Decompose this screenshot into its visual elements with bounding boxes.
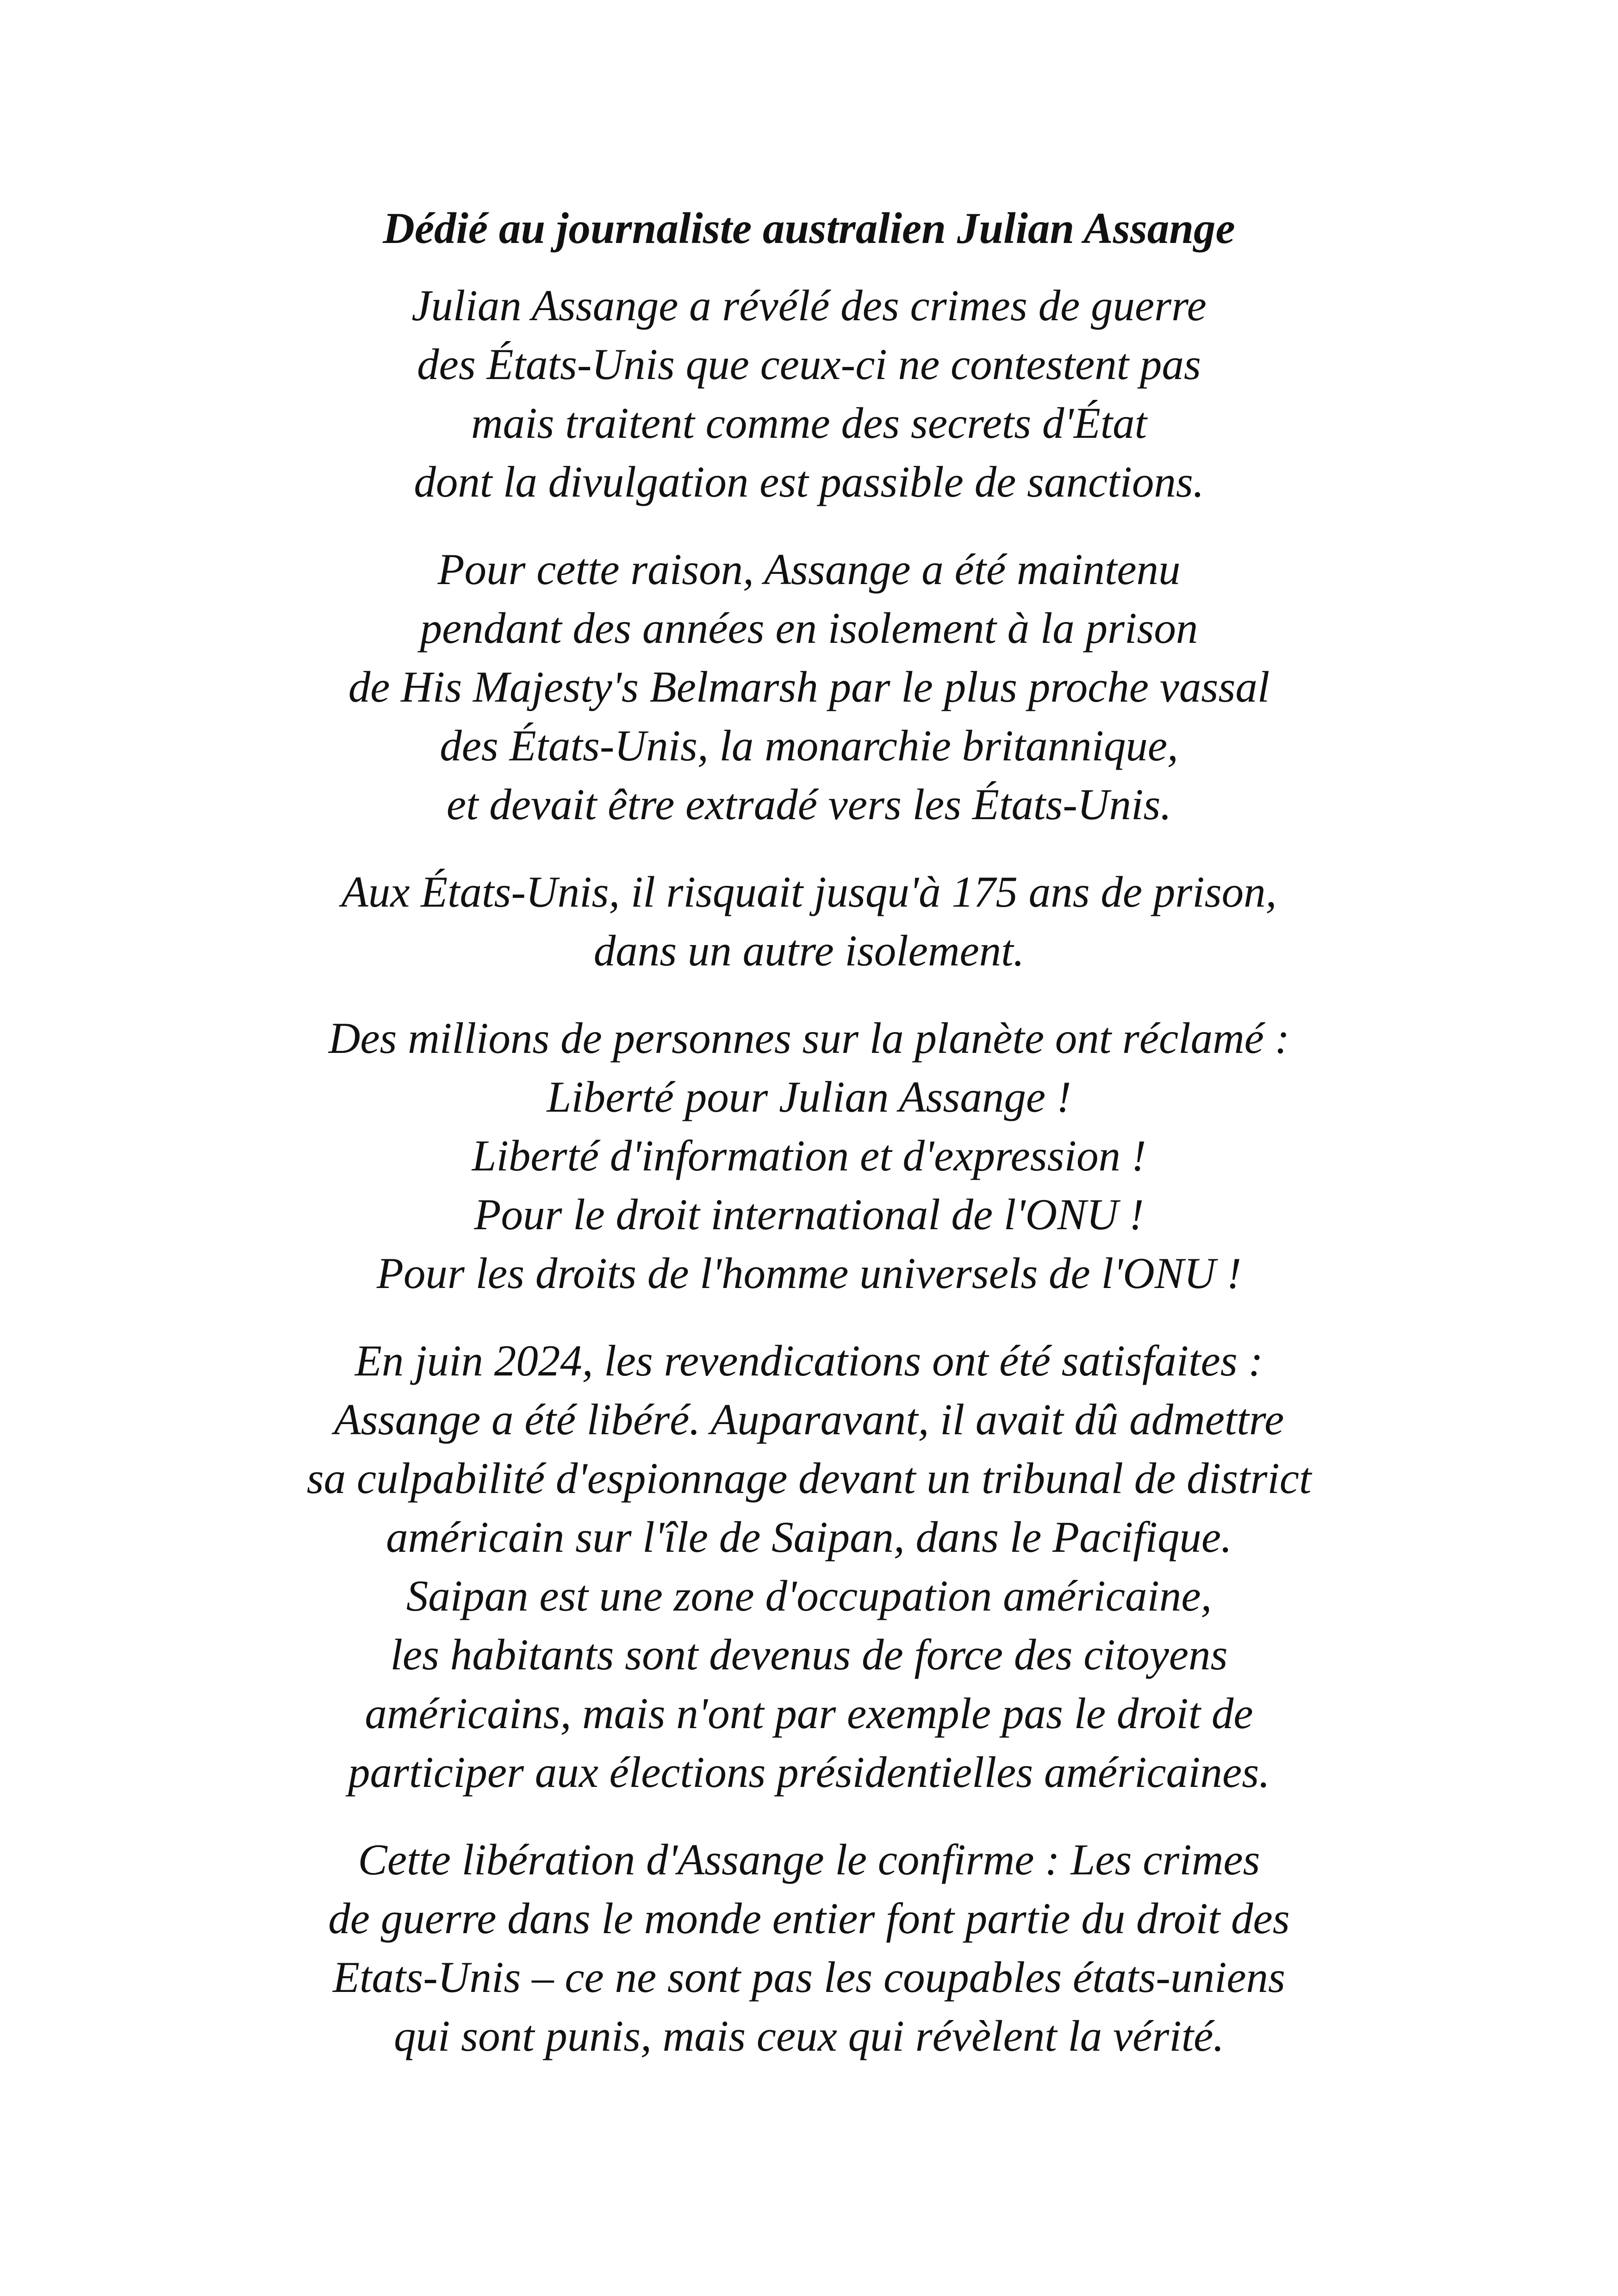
dedication-title: Dédié au journaliste australien Julian Assange [383, 204, 1235, 253]
stanza-line: Pour le droit international de l'ONU ! [474, 1190, 1144, 1239]
stanza-line: des États-Unis, la monarchie britannique, [440, 721, 1178, 770]
stanza [185, 1009, 1433, 1303]
stanza-line: Aux États-Unis, il risquait jusqu'à 175 ans de prison, [341, 867, 1277, 916]
stanza-line: dont la divulgation est passible de sanctions. [414, 457, 1204, 506]
stanza-line: Des millions de personnes sur la planète ont réclamé : [328, 1014, 1290, 1063]
stanza-line: Cette libération d'Assange le confirme : Les crimes [358, 1835, 1260, 1884]
stanza [185, 540, 1433, 834]
stanza-line: américain sur l'île de Saipan, dans le Pacifique. [386, 1512, 1232, 1562]
stanza-line: Saipan est une zone d'occupation américaine, [406, 1571, 1212, 1620]
stanza-line: et devait être extradé vers les États-Unis. [446, 780, 1172, 829]
stanza-line: les habitants sont devenus de force des citoyens [390, 1630, 1228, 1679]
stanza-line: des États-Unis que ceux-ci ne contestent pas [417, 340, 1201, 389]
stanza-line: dans un autre isolement. [593, 926, 1025, 975]
stanza [185, 863, 1433, 980]
stanza-line: mais traitent comme des secrets d'État [471, 398, 1147, 448]
stanza-line: Julian Assange a révélé des crimes de guerre [411, 281, 1207, 330]
stanza [185, 1332, 1433, 1802]
stanza-line: Pour cette raison, Assange a été maintenu [437, 545, 1181, 594]
stanza-line: de His Majesty's Belmarsh par le plus proche vassal [348, 662, 1270, 711]
stanza-line: Assange a été libéré. Auparavant, il avait dû admettre [334, 1395, 1284, 1444]
poem-body [185, 199, 1433, 2094]
stanza [185, 1830, 1433, 2066]
stanza-line: Liberté pour Julian Assange ! [547, 1072, 1071, 1121]
stanza-line: sa culpabilité d'espionnage devant un tribunal de district [306, 1454, 1312, 1503]
stanza-line: américains, mais n'ont par exemple pas le droit de [365, 1689, 1253, 1738]
stanza-line: qui sont punis, mais ceux qui révèlent la vérité. [393, 2011, 1225, 2060]
stanza [185, 276, 1433, 511]
stanza-line: En juin 2024, les revendications ont été satisfaites : [355, 1336, 1263, 1385]
stanza-line: de guerre dans le monde entier font partie du droit des [328, 1894, 1290, 1943]
stanza-line: participer aux élections présidentielles américaines. [348, 1748, 1270, 1797]
stanza-line: Etats-Unis – ce ne sont pas les coupables états-uniens [332, 1953, 1286, 2002]
stanza-line: Pour les droits de l'homme universels de l'ONU ! [376, 1249, 1242, 1298]
stanza-line: pendant des années en isolement à la prison [420, 604, 1198, 653]
stanza-line: Liberté d'information et d'expression ! [472, 1131, 1146, 1180]
